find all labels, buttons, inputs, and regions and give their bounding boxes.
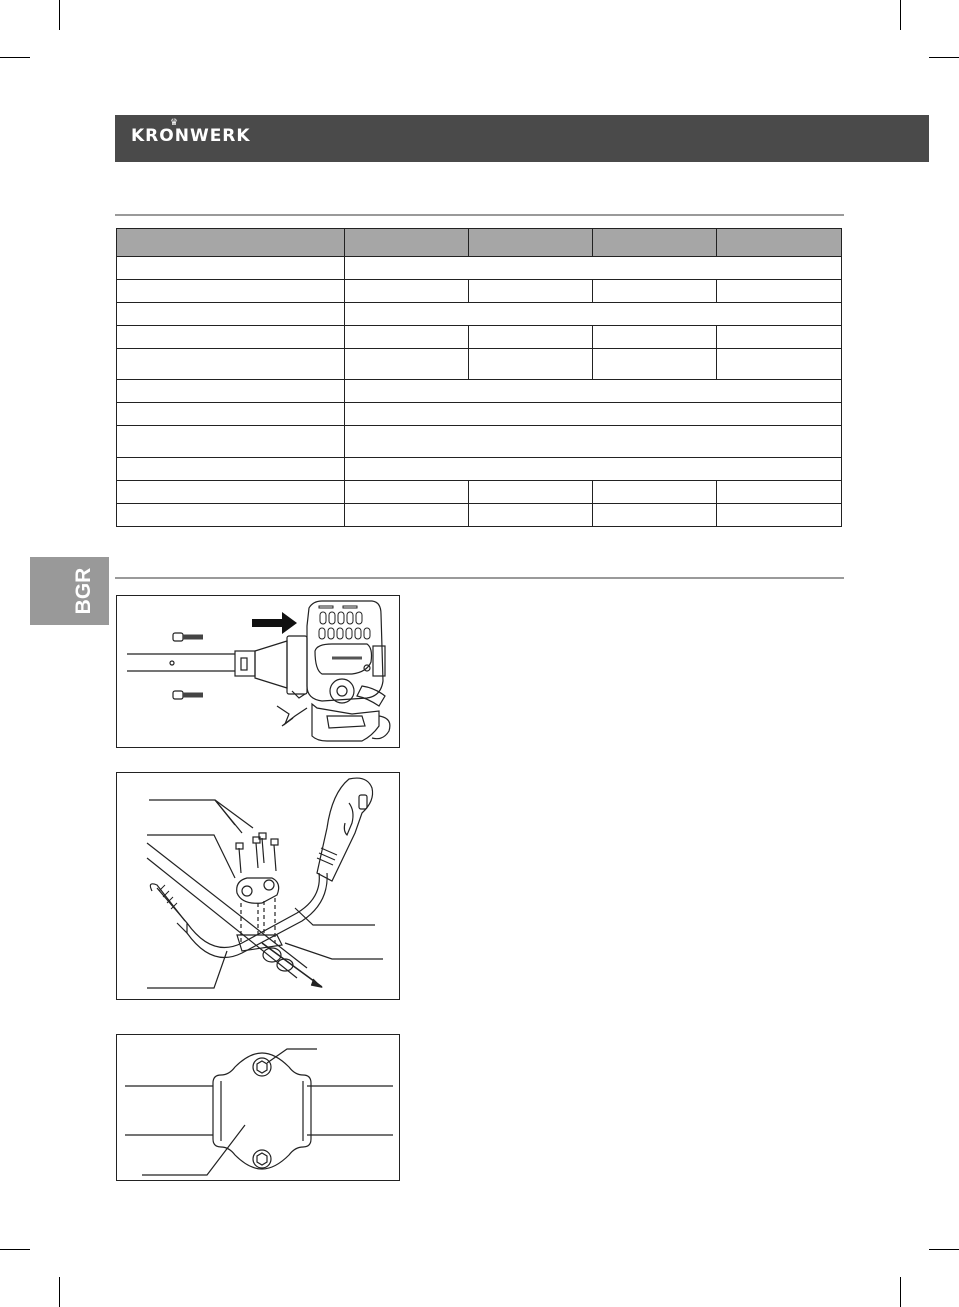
brand-logo [131,118,251,146]
table-cell [345,426,842,458]
clamp-detail-illustration [117,1035,399,1180]
table-cell [717,326,842,349]
table-cell [117,349,345,380]
table-row [117,403,842,426]
table-cell [117,257,345,280]
crop-mark [929,1249,959,1250]
table-row [117,280,842,303]
table-cell [593,349,717,380]
table-cell [117,403,345,426]
crop-mark [59,0,60,30]
table-cell [717,504,842,527]
table-row [117,349,842,380]
table-cell [117,458,345,481]
table-cell [593,326,717,349]
table-header-cell [345,229,469,257]
table-cell [469,504,593,527]
table-cell [117,481,345,504]
language-tab [30,557,109,625]
crop-mark [0,57,30,58]
spec-table [116,228,842,527]
table-row [117,257,842,280]
table-cell [469,280,593,303]
table-cell [345,257,842,280]
table-cell [345,303,842,326]
table-cell [345,349,469,380]
crop-mark [900,0,901,30]
crop-mark [0,1249,30,1250]
table-cell [117,380,345,403]
bolt-icon [173,633,203,641]
table-cell [717,349,842,380]
figure-clamp-detail [116,1034,400,1181]
table-cell [469,349,593,380]
table-cell [117,303,345,326]
crop-mark [900,1277,901,1307]
table-header-cell [117,229,345,257]
table-row [117,303,842,326]
table-cell [469,326,593,349]
section-rule-assembly [115,577,844,579]
table-cell [717,481,842,504]
figure-engine-shaft [116,595,400,748]
table-row [117,426,842,458]
arrow-right-icon [252,612,297,634]
table-cell [469,481,593,504]
table-cell [345,481,469,504]
table-row [117,504,842,527]
table-cell [593,504,717,527]
crop-mark [59,1277,60,1307]
table-cell [345,504,469,527]
table-cell [345,280,469,303]
crown-icon: ♛ [170,118,179,128]
table-cell [345,403,842,426]
table-header-cell [717,229,842,257]
table-cell [345,326,469,349]
table-row [117,326,842,349]
table-cell [345,380,842,403]
figure-handle-mounting [116,772,400,1000]
engine-shaft-illustration [117,596,399,747]
section-rule-specs [115,214,844,216]
language-tab-label: BGR [72,567,95,615]
table-cell [117,326,345,349]
table-cell [593,280,717,303]
bolt-icon [173,691,203,699]
handle-mounting-illustration [117,773,399,999]
table-row [117,458,842,481]
table-header-row [117,229,842,257]
table-row [117,481,842,504]
table-header-cell [469,229,593,257]
crop-mark [929,57,959,58]
brand-name: KRONWERK [131,126,251,146]
table-cell [117,504,345,527]
table-row [117,380,842,403]
table-cell [717,280,842,303]
table-header-cell [593,229,717,257]
table-cell [345,458,842,481]
header-bar [115,115,929,162]
table-cell [117,280,345,303]
table-cell [117,426,345,458]
table-cell [593,481,717,504]
